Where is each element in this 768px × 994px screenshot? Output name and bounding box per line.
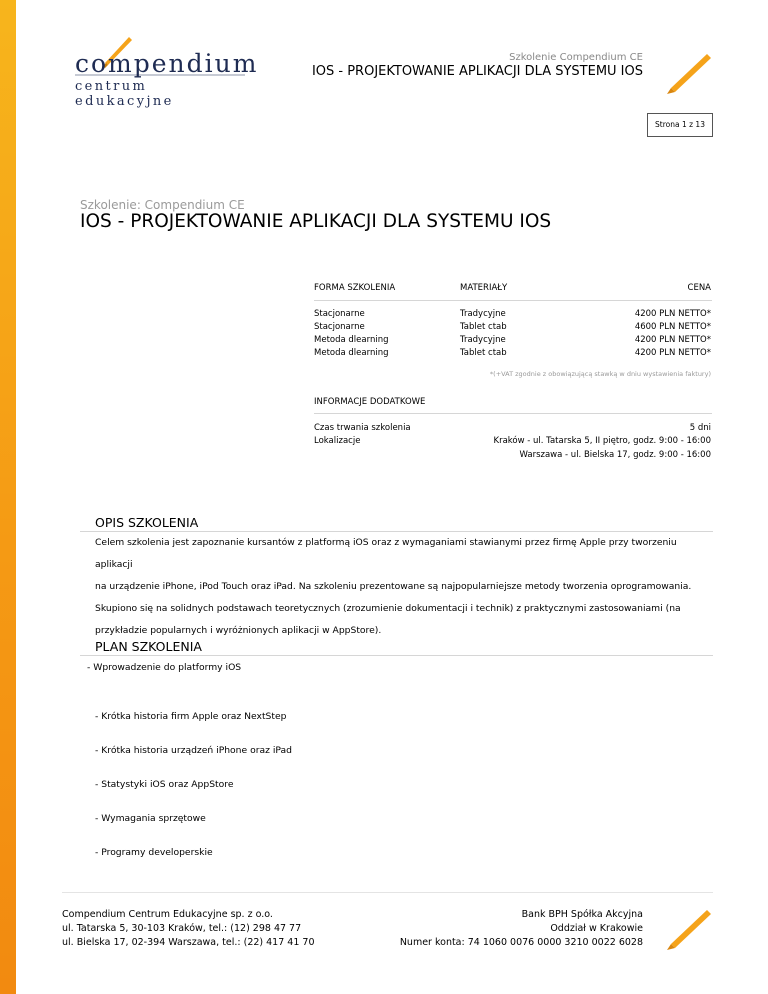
footer-line: ul. Tatarska 5, 30-103 Kraków, tel.: (12) 298 47 77 <box>62 923 302 934</box>
info-heading: INFORMACJE DODATKOWE <box>314 397 426 407</box>
list-item: - Wprowadzenie do platformy iOS <box>87 662 242 673</box>
table-cell: Tablet ctab <box>460 322 507 332</box>
footer-line: ul. Bielska 17, 02-394 Warszawa, tel.: (22) 417 41 70 <box>62 937 315 948</box>
course-subtitle: Szkolenie: Compendium CE <box>80 198 245 212</box>
duration-value: 5 dni <box>689 423 711 433</box>
list-item: - Krótka historia firm Apple oraz NextStep <box>95 711 287 722</box>
vat-note: *(+VAT zgodnie z obowiązującą stawką w dniu wystawienia faktury) <box>489 370 711 378</box>
footer-bank-info <box>400 908 643 950</box>
page-number-box: Strona 1 z 13 <box>647 113 713 137</box>
description-heading: OPIS SZKOLENIA <box>95 515 199 530</box>
footer-pen-icon <box>665 906 715 950</box>
table-cell: 4600 PLN NETTO* <box>634 322 711 332</box>
table-cell: Tradycyjne <box>460 335 506 345</box>
list-item: - Wymagania sprzętowe <box>95 813 206 824</box>
pricing-header-price: CENA <box>687 283 711 293</box>
description-text <box>95 532 715 642</box>
header-subtitle: Szkolenie Compendium CE <box>509 52 643 63</box>
logo-subtitle: centrum edukacyjne <box>75 79 174 109</box>
pricing-divider <box>314 300 712 301</box>
footer-line: Numer konta: 74 1060 0076 0000 3210 0022 6028 <box>399 937 643 948</box>
plan-heading: PLAN SZKOLENIA <box>95 639 202 654</box>
description-line: Celem szkolenia jest zapoznanie kursantów z platformą iOS oraz z wymaganiami stawianymi przez firmę Apple przy tworzeniu aplikacji <box>95 537 677 570</box>
table-cell: Metoda dlearning <box>314 348 389 358</box>
pricing-header-materials: MATERIAŁY <box>460 283 508 293</box>
course-title: IOS - PROJEKTOWANIE APLIKACJI DLA SYSTEMU IOS <box>80 211 552 232</box>
table-cell: Stacjonarne <box>314 322 365 332</box>
description-line: na urządzenie iPhone, iPod Touch oraz iPad. Na szkoleniu prezentowane są najpopularniejsze metody tworzenia oprogramowania. <box>95 581 692 592</box>
header-pen-icon <box>665 50 715 94</box>
duration-label: Czas trwania szkolenia <box>314 423 411 433</box>
side-stripe <box>0 0 16 994</box>
table-cell: Tradycyjne <box>460 309 506 319</box>
info-divider <box>314 413 712 414</box>
location-krakow: Kraków - ul. Tatarska 5, II piętro, godz. 9:00 - 16:00 <box>493 436 711 446</box>
footer-line: Bank BPH Spółka Akcyjna <box>521 909 643 920</box>
footer-line: Compendium Centrum Edukacyjne sp. z o.o. <box>62 909 273 920</box>
table-cell: Tablet ctab <box>460 348 507 358</box>
footer-line: Oddział w Krakowie <box>550 923 643 934</box>
footer-company-info <box>62 908 314 950</box>
list-item: - Programy developerskie <box>95 847 213 858</box>
header-title: IOS - PROJEKTOWANIE APLIKACJI DLA SYSTEMU IOS <box>311 64 643 79</box>
description-line: Skupiono się na solidnych podstawach teoretycznych (zrozumienie dokumentacji i technik) z praktycznymi zastosowaniami (na <box>95 603 681 614</box>
footer-divider <box>62 892 713 893</box>
table-cell: Metoda dlearning <box>314 335 389 345</box>
logo-word: compendium <box>75 49 259 78</box>
table-cell: Stacjonarne <box>314 309 365 319</box>
table-cell: 4200 PLN NETTO* <box>634 335 711 345</box>
company-logo <box>75 35 259 109</box>
pricing-header-form: FORMA SZKOLENIA <box>314 283 396 293</box>
description-line: przykładzie popularnych i wyróżnionych aplikacji w AppStore). <box>95 625 382 636</box>
location-warszawa: Warszawa - ul. Bielska 17, godz. 9:00 - 16:00 <box>519 450 711 460</box>
plan-divider <box>80 655 713 656</box>
table-cell: 4200 PLN NETTO* <box>634 309 711 319</box>
list-item: - Statystyki iOS oraz AppStore <box>95 779 234 790</box>
location-label: Lokalizacje <box>314 436 361 446</box>
table-cell: 4200 PLN NETTO* <box>634 348 711 358</box>
list-item: - Krótka historia urządzeń iPhone oraz iPad <box>95 745 292 756</box>
